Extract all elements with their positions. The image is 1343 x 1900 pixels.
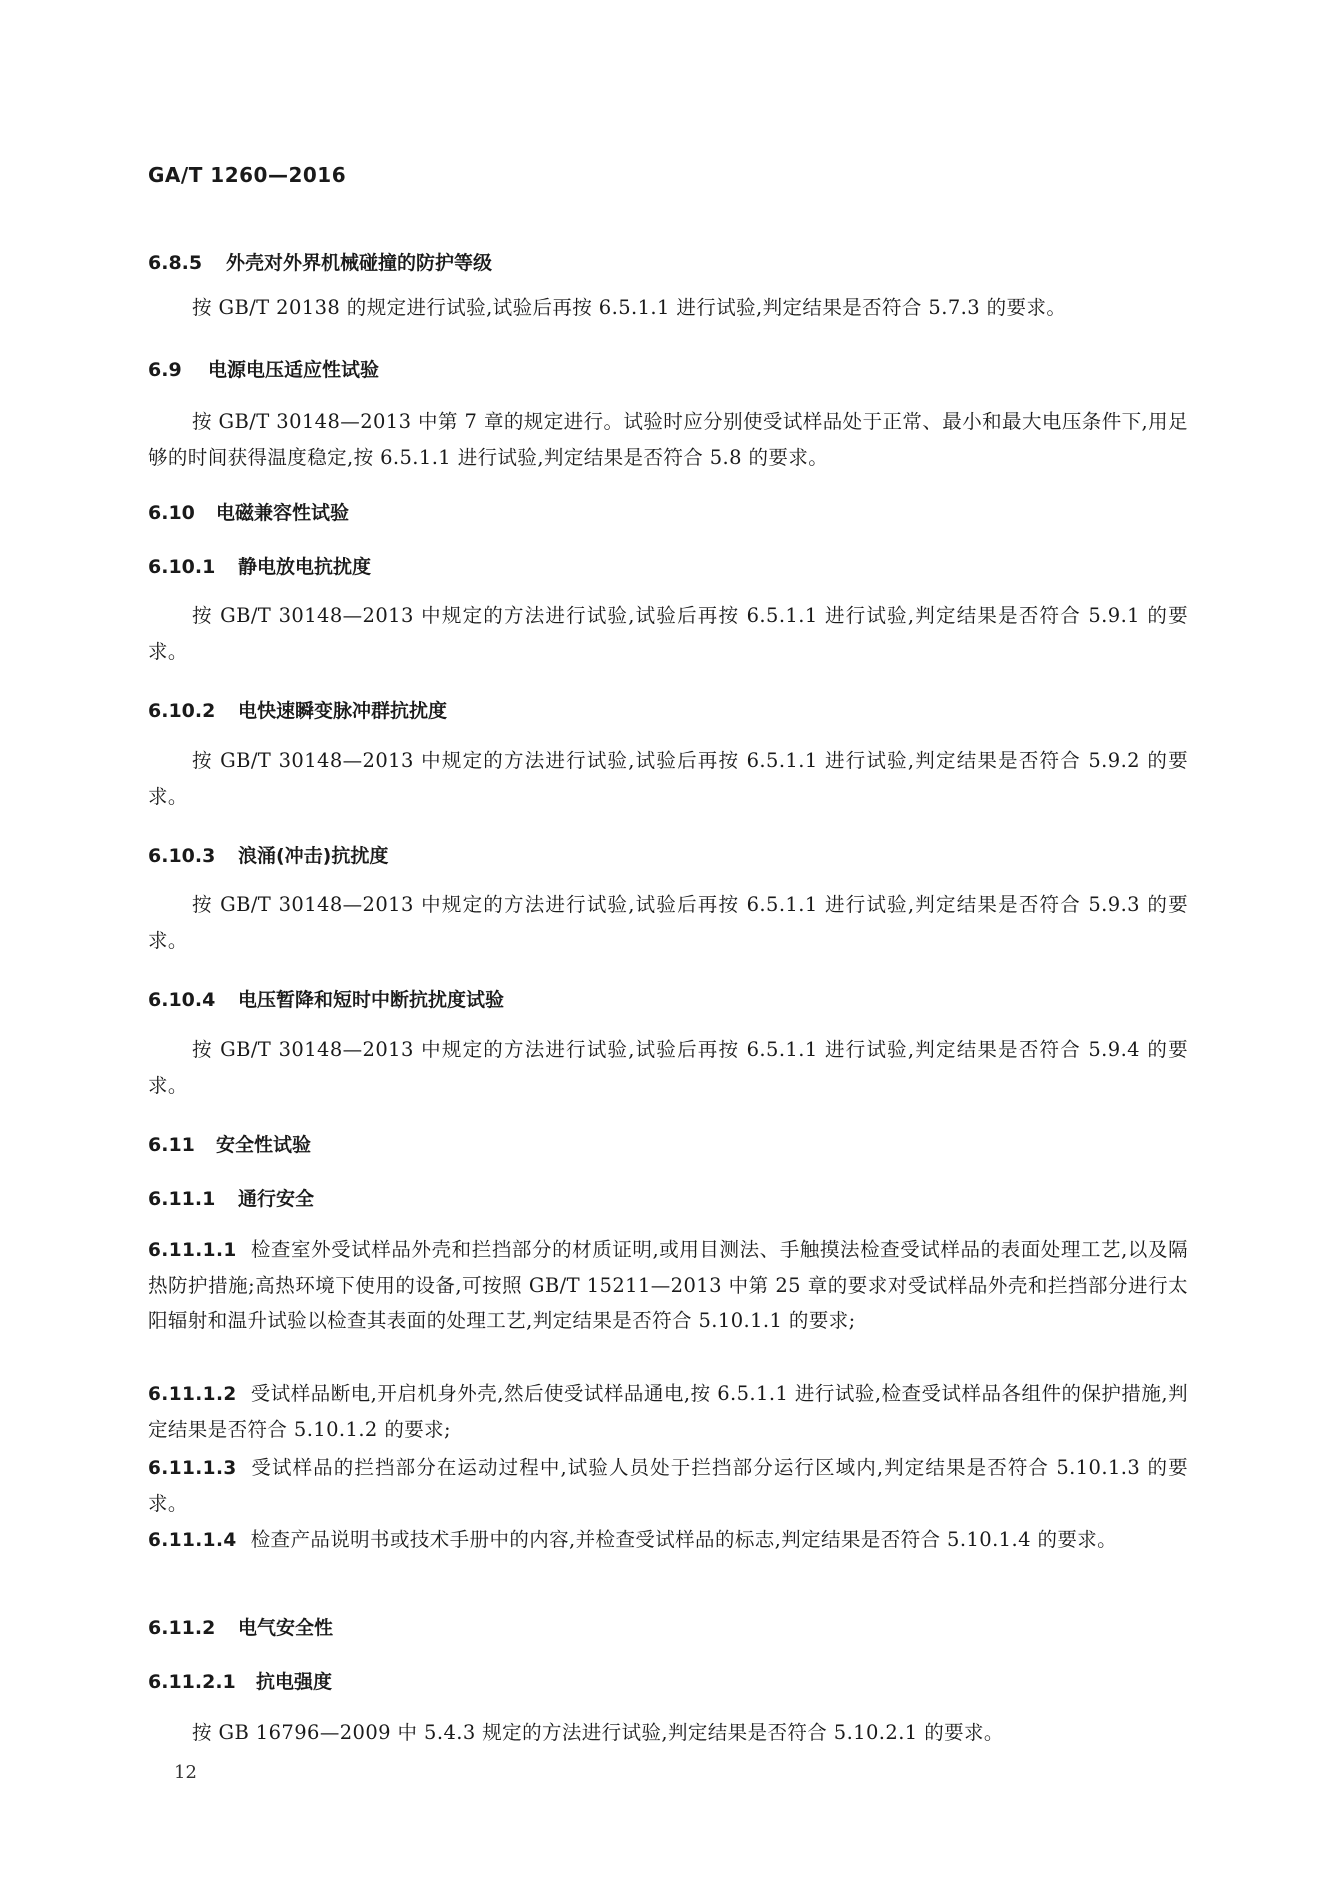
- section-number: 6.10.1: [148, 556, 216, 578]
- clause-number: 6.11.1.3: [148, 1458, 237, 1479]
- section-number: 6.10: [148, 502, 195, 524]
- clause-number: 6.11.1.4: [148, 1530, 237, 1551]
- paragraph-6-8-5: 按 GB/T 20138 的规定进行试验,试验后再按 6.5.1.1 进行试验,判定结果是否符合 5.7.3 的要求。: [192, 296, 1067, 319]
- clause-6-11-1-2: [148, 1376, 1188, 1447]
- heading-6-11-2: [148, 1613, 1188, 1640]
- clause-text: 受试样品的拦挡部分在运动过程中,试验人员处于拦挡部分运行区域内,判定结果是否符合 5.10.1.3 的要求。: [148, 1456, 1188, 1515]
- paragraph-6-10-3: 按 GB/T 30148—2013 中规定的方法进行试验,试验后再按 6.5.1.1 进行试验,判定结果是否符合 5.9.3 的要求。: [148, 893, 1188, 952]
- clause-6-11-1-1: [148, 1232, 1188, 1338]
- page-number: 12: [174, 1762, 197, 1783]
- paragraph-6-10-2: 按 GB/T 30148—2013 中规定的方法进行试验,试验后再按 6.5.1.1 进行试验,判定结果是否符合 5.9.2 的要求。: [148, 749, 1188, 808]
- section-title: 安全性试验: [216, 1134, 312, 1156]
- heading-6-11-2-1: [148, 1667, 1188, 1694]
- clause-text: 检查室外受试样品外壳和拦挡部分的材质证明,或用目测法、手触摸法检查受试样品的表面处理工艺,以及隔热防护措施;高热环境下使用的设备,可按照 GB/T 15211—2013 中第 25 章的要求对受试样品外壳和拦挡部分进行太阳辐射和温升试验以检查其表面的处理工艺,判定结果是否符合 5.10.1.1 的要求;: [148, 1238, 1188, 1332]
- clause-number: 6.11.1.1: [148, 1240, 237, 1261]
- section-number: 6.10.2: [148, 700, 216, 722]
- heading-6-9: [148, 355, 1188, 382]
- heading-6-8-5: [148, 248, 1188, 275]
- section-title: 抗电强度: [256, 1671, 333, 1693]
- section-title: 通行安全: [238, 1188, 315, 1210]
- heading-6-10-4: [148, 985, 1188, 1012]
- paragraph-6-9: 按 GB/T 30148—2013 中第 7 章的规定进行。试验时应分别使受试样品处于正常、最小和最大电压条件下,用足够的时间获得温度稳定,按 6.5.1.1 进行试验,判定结果是否符合 5.8 的要求。: [148, 410, 1188, 469]
- clause-number: 6.11.1.2: [148, 1384, 237, 1405]
- section-number: 6.8.5: [148, 252, 203, 274]
- section-title: 电磁兼容性试验: [216, 502, 350, 524]
- document-code: GA/T 1260—2016: [148, 163, 347, 187]
- section-title: 电快速瞬变脉冲群抗扰度: [238, 700, 448, 722]
- clause-6-11-1-3: [148, 1450, 1188, 1521]
- paragraph-6-11-2-1: 按 GB 16796—2009 中 5.4.3 规定的方法进行试验,判定结果是否符合 5.10.2.1 的要求。: [192, 1721, 1004, 1744]
- clause-6-11-1-4: [148, 1522, 1188, 1558]
- section-number: 6.9: [148, 359, 182, 381]
- section-title: 电源电压适应性试验: [208, 359, 380, 381]
- heading-6-10-3: [148, 841, 1188, 868]
- section-title: 静电放电抗扰度: [238, 556, 372, 578]
- paragraph-6-10-4: 按 GB/T 30148—2013 中规定的方法进行试验,试验后再按 6.5.1.1 进行试验,判定结果是否符合 5.9.4 的要求。: [148, 1038, 1188, 1097]
- heading-6-10: [148, 498, 1188, 525]
- section-number: 6.11.2.1: [148, 1671, 236, 1693]
- heading-6-10-1: [148, 552, 1188, 579]
- section-number: 6.11.1: [148, 1188, 216, 1210]
- section-title: 外壳对外界机械碰撞的防护等级: [226, 252, 493, 274]
- clause-text: 检查产品说明书或技术手册中的内容,并检查受试样品的标志,判定结果是否符合 5.10.1.4 的要求。: [250, 1528, 1118, 1551]
- heading-6-11: [148, 1130, 1188, 1157]
- section-title: 电气安全性: [238, 1617, 334, 1639]
- clause-text: 受试样品断电,开启机身外壳,然后使受试样品通电,按 6.5.1.1 进行试验,检查受试样品各组件的保护措施,判定结果是否符合 5.10.1.2 的要求;: [148, 1382, 1188, 1441]
- paragraph-6-10-1: 按 GB/T 30148—2013 中规定的方法进行试验,试验后再按 6.5.1.1 进行试验,判定结果是否符合 5.9.1 的要求。: [148, 604, 1188, 663]
- section-number: 6.10.4: [148, 989, 216, 1011]
- section-number: 6.11.2: [148, 1617, 216, 1639]
- heading-6-11-1: [148, 1184, 1188, 1211]
- section-number: 6.11: [148, 1134, 195, 1156]
- section-title: 浪涌(冲击)抗扰度: [238, 845, 389, 867]
- heading-6-10-2: [148, 696, 1188, 723]
- section-number: 6.10.3: [148, 845, 216, 867]
- section-title: 电压暂降和短时中断抗扰度试验: [238, 989, 505, 1011]
